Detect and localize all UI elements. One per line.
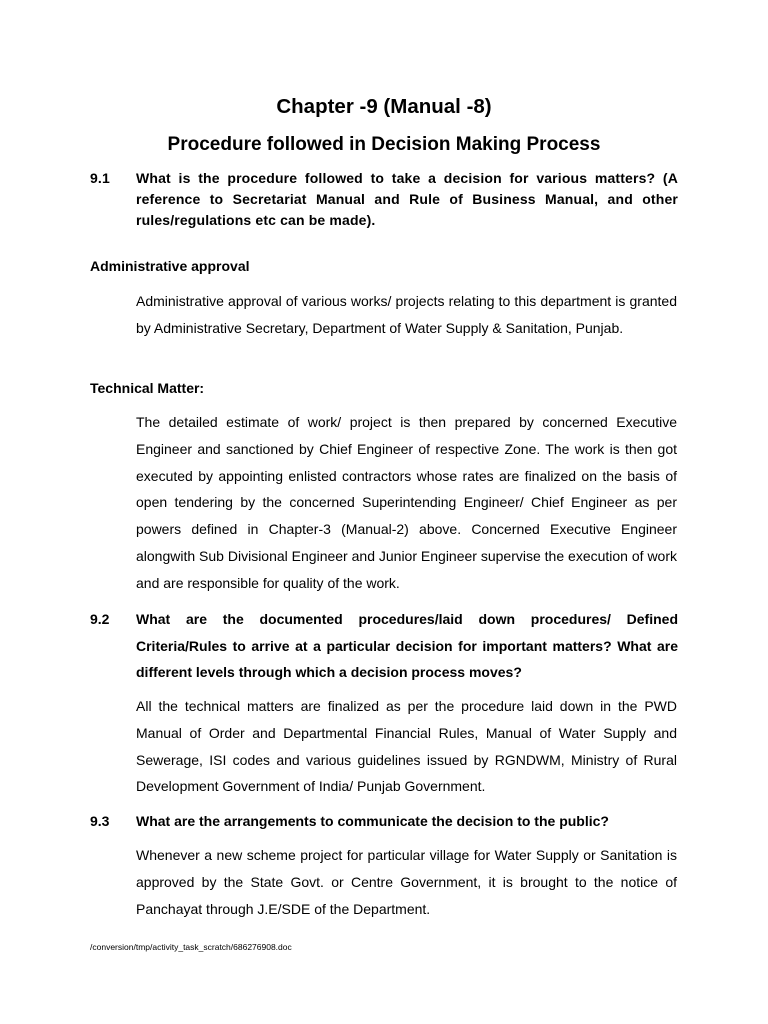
chapter-title: Chapter -9 (Manual -8) (276, 95, 492, 118)
question-text: What is the procedure followed to take a decision for various matters? (A reference to Secretariat Manual and Rule of Business Manual, and other rules/regulations etc can be made). (136, 170, 678, 228)
section-heading-technical-matter: Technical Matter: (90, 380, 205, 396)
question-text: What are the arrangements to communicate the decision to the public? (136, 813, 609, 829)
question-9-2 (90, 606, 678, 686)
section-body-administrative-approval: Administrative approval of various works/ projects relating to this department is granted by Administrative Secretary, Department of Water Supply & Sanitation, Punjab. (136, 293, 677, 336)
question-9-3 (90, 811, 678, 832)
answer-9-2: All the technical matters are finalized as per the procedure laid down in the PWD Manual of Order and Departmental Financial Rules, Manual of Water Supply and Sewerage, ISI codes and various guidelines issued by RGNDWM, Ministry of Rural Development Government of India/ Punjab Government. (136, 698, 677, 795)
answer-9-3: Whenever a new scheme project for particular village for Water Supply or Sanitation is approved by the State Govt. or Centre Government, it is brought to the notice of Panchayat through J.E/SDE of the Department. (136, 847, 677, 917)
question-number: 9.2 (90, 611, 110, 627)
question-text: What are the documented procedures/laid down procedures/ Defined Criteria/Rules to arrive at a particular decision for important matters? What are different levels through which a decision process moves? (136, 611, 678, 680)
section-heading-administrative-approval: Administrative approval (90, 258, 250, 274)
question-9-1 (90, 168, 678, 231)
footer-file-path: /conversion/tmp/activity_task_scratch/686276908.doc (90, 942, 292, 952)
section-body-technical-matter: The detailed estimate of work/ project is then prepared by concerned Executive Engineer and sanctioned by Chief Engineer of respective Zone. The work is then got executed by appointing enlisted contractors whose rates are finalized on the basis of open tendering by the concerned Superintending Engineer/ Chief Engineer as per powers defined in Chapter-3 (Manual-2) above. Concerned Executive Engineer alongwith Sub Divisional Engineer and Junior Engineer supervise the execution of work and are responsible for quality of the work. (136, 414, 677, 591)
question-number: 9.1 (90, 170, 110, 186)
chapter-subtitle: Procedure followed in Decision Making Process (167, 134, 601, 155)
question-number: 9.3 (90, 813, 110, 829)
